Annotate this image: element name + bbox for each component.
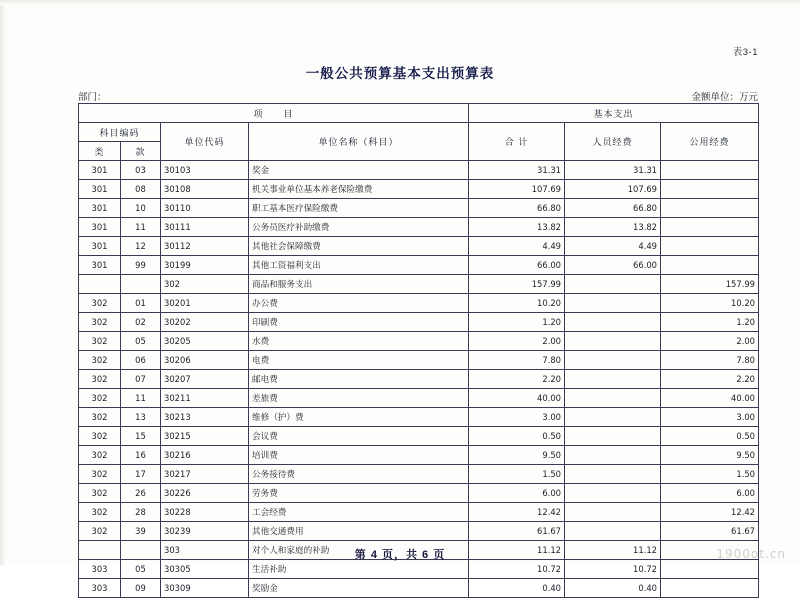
- cell-unit-name: 印刷费: [249, 313, 469, 332]
- cell-unit-code: 30199: [161, 256, 249, 275]
- cell-unit-code: 30110: [161, 199, 249, 218]
- cell-section: 16: [121, 446, 161, 465]
- table-row: [79, 351, 759, 370]
- header-unit-code: 单位代码: [161, 123, 249, 161]
- cell-unit-name: 机关事业单位基本养老保险缴费: [249, 180, 469, 199]
- cell-public: 2.20: [661, 370, 759, 389]
- cell-personnel: [565, 332, 661, 351]
- cell-personnel: [565, 446, 661, 465]
- cell-class: 301: [79, 218, 121, 237]
- cell-public: 2.00: [661, 332, 759, 351]
- table-row: [79, 218, 759, 237]
- cell-section: 11: [121, 218, 161, 237]
- cell-unit-name: 职工基本医疗保险缴费: [249, 199, 469, 218]
- header-total: 合 计: [469, 123, 565, 161]
- cell-total: 13.82: [469, 218, 565, 237]
- table-row: [79, 332, 759, 351]
- table-row: [79, 275, 759, 294]
- cell-total: 1.20: [469, 313, 565, 332]
- cell-unit-code: 30216: [161, 446, 249, 465]
- cell-section: 26: [121, 484, 161, 503]
- cell-total: 107.69: [469, 180, 565, 199]
- cell-total: 11.12: [469, 541, 565, 560]
- cell-unit-code: 30205: [161, 332, 249, 351]
- table-row: [79, 503, 759, 522]
- cell-class: 301: [79, 256, 121, 275]
- cell-section: 10: [121, 199, 161, 218]
- stamp-mark: [430, 552, 435, 564]
- cell-unit-code: 30111: [161, 218, 249, 237]
- cell-section: 03: [121, 161, 161, 180]
- cell-unit-name: 奖金: [249, 161, 469, 180]
- page-title: 一般公共预算基本支出预算表: [305, 66, 495, 81]
- sheet-code: 表3-1: [732, 47, 758, 58]
- table-row: [79, 294, 759, 313]
- cell-unit-name: 其他社会保障缴费: [249, 237, 469, 256]
- cell-public: [661, 579, 759, 598]
- cell-class: 302: [79, 389, 121, 408]
- cell-unit-code: 30226: [161, 484, 249, 503]
- cell-section: 06: [121, 351, 161, 370]
- cell-public: 40.00: [661, 389, 759, 408]
- table-row: [79, 389, 759, 408]
- cell-section: 05: [121, 332, 161, 351]
- cell-public: 9.50: [661, 446, 759, 465]
- cell-personnel: [565, 503, 661, 522]
- cell-personnel: [565, 351, 661, 370]
- cell-personnel: 31.31: [565, 161, 661, 180]
- cell-unit-code: 30309: [161, 579, 249, 598]
- table-row: [79, 560, 759, 579]
- cell-unit-name: 生活补助: [249, 560, 469, 579]
- cell-unit-name: 办公费: [249, 294, 469, 313]
- cell-total: 10.72: [469, 560, 565, 579]
- cell-personnel: 0.40: [565, 579, 661, 598]
- cell-public: 6.00: [661, 484, 759, 503]
- cell-personnel: [565, 370, 661, 389]
- table-row: [79, 370, 759, 389]
- cell-total: 0.40: [469, 579, 565, 598]
- header-expense-group: 基本支出: [469, 104, 759, 123]
- cell-total: 157.99: [469, 275, 565, 294]
- cell-unit-name: 电费: [249, 351, 469, 370]
- cell-personnel: [565, 522, 661, 541]
- cell-total: 10.20: [469, 294, 565, 313]
- cell-total: 61.67: [469, 522, 565, 541]
- cell-class: [79, 275, 121, 294]
- page-footer: 第 4 页，共 6 页: [354, 549, 446, 561]
- table-header-row-1: [79, 104, 759, 123]
- table-row: [79, 313, 759, 332]
- cell-total: 66.00: [469, 256, 565, 275]
- header-class: 类: [79, 142, 121, 161]
- cell-total: 7.80: [469, 351, 565, 370]
- cell-unit-code: 303: [161, 541, 249, 560]
- cell-unit-name: 培训费: [249, 446, 469, 465]
- cell-unit-code: 30201: [161, 294, 249, 313]
- cell-unit-code: 30305: [161, 560, 249, 579]
- cell-public: [661, 237, 759, 256]
- cell-section: 13: [121, 408, 161, 427]
- cell-class: 301: [79, 180, 121, 199]
- cell-public: [661, 560, 759, 579]
- cell-personnel: 10.72: [565, 560, 661, 579]
- cell-section: 11: [121, 389, 161, 408]
- cell-class: 302: [79, 484, 121, 503]
- cell-personnel: 66.00: [565, 256, 661, 275]
- table-body: [79, 161, 759, 598]
- table-row: [79, 522, 759, 541]
- table-row: [79, 465, 759, 484]
- table-row: [79, 180, 759, 199]
- cell-personnel: [565, 389, 661, 408]
- cell-class: 301: [79, 161, 121, 180]
- cell-total: 4.49: [469, 237, 565, 256]
- table-row: [79, 199, 759, 218]
- cell-personnel: [565, 313, 661, 332]
- cell-class: 302: [79, 351, 121, 370]
- cell-unit-name: 其他工资福利支出: [249, 256, 469, 275]
- cell-section: 39: [121, 522, 161, 541]
- cell-unit-name: 劳务费: [249, 484, 469, 503]
- cell-total: 31.31: [469, 161, 565, 180]
- cell-unit-code: 30239: [161, 522, 249, 541]
- cell-personnel: 4.49: [565, 237, 661, 256]
- header-item-group: 项 目: [79, 104, 469, 123]
- cell-class: 302: [79, 408, 121, 427]
- cell-unit-name: 商品和服务支出: [249, 275, 469, 294]
- cell-total: 0.50: [469, 427, 565, 446]
- cell-total: 9.50: [469, 446, 565, 465]
- cell-public: [661, 256, 759, 275]
- cell-total: 1.50: [469, 465, 565, 484]
- cell-public: 10.20: [661, 294, 759, 313]
- cell-section: 02: [121, 313, 161, 332]
- cell-total: 2.20: [469, 370, 565, 389]
- cell-unit-name: 其他交通费用: [249, 522, 469, 541]
- cell-class: 302: [79, 332, 121, 351]
- cell-unit-code: 30108: [161, 180, 249, 199]
- cell-class: 302: [79, 294, 121, 313]
- cell-unit-name: 奖励金: [249, 579, 469, 598]
- cell-total: 12.42: [469, 503, 565, 522]
- cell-personnel: [565, 294, 661, 313]
- cell-total: 66.80: [469, 199, 565, 218]
- cell-public: [661, 180, 759, 199]
- table-row: [79, 161, 759, 180]
- watermark: 1900ot.cn: [716, 547, 786, 561]
- cell-unit-name: 工会经费: [249, 503, 469, 522]
- scan-edge-top: [0, 0, 800, 5]
- cell-unit-code: 30213: [161, 408, 249, 427]
- cell-unit-name: 公务接待费: [249, 465, 469, 484]
- cell-class: 303: [79, 560, 121, 579]
- cell-total: 2.00: [469, 332, 565, 351]
- cell-public: 1.20: [661, 313, 759, 332]
- cell-personnel: 11.12: [565, 541, 661, 560]
- cell-personnel: 107.69: [565, 180, 661, 199]
- cell-public: 157.99: [661, 275, 759, 294]
- header-personnel: 人员经费: [565, 123, 661, 161]
- cell-class: 302: [79, 522, 121, 541]
- cell-section: 05: [121, 560, 161, 579]
- table-row: [79, 446, 759, 465]
- cell-public: [661, 218, 759, 237]
- cell-unit-code: 30211: [161, 389, 249, 408]
- cell-section: 07: [121, 370, 161, 389]
- header-public: 公用经费: [661, 123, 759, 161]
- cell-section: 28: [121, 503, 161, 522]
- table-row: [79, 427, 759, 446]
- cell-section: [121, 275, 161, 294]
- cell-public: 0.50: [661, 427, 759, 446]
- cell-class: 302: [79, 370, 121, 389]
- cell-unit-code: 30217: [161, 465, 249, 484]
- cell-class: 302: [79, 313, 121, 332]
- cell-public: 12.42: [661, 503, 759, 522]
- cell-class: 302: [79, 446, 121, 465]
- cell-unit-code: 30103: [161, 161, 249, 180]
- cell-personnel: [565, 408, 661, 427]
- cell-class: 301: [79, 237, 121, 256]
- cell-public: 7.80: [661, 351, 759, 370]
- cell-public: [661, 199, 759, 218]
- cell-unit-name: 公务员医疗补助缴费: [249, 218, 469, 237]
- cell-public: 3.00: [661, 408, 759, 427]
- cell-unit-code: 302: [161, 275, 249, 294]
- cell-total: 3.00: [469, 408, 565, 427]
- cell-unit-name: 水费: [249, 332, 469, 351]
- cell-class: 302: [79, 465, 121, 484]
- cell-section: 17: [121, 465, 161, 484]
- cell-unit-code: 30215: [161, 427, 249, 446]
- amount-unit-label: 金额单位：万元: [691, 92, 758, 103]
- cell-unit-name: 维修（护）费: [249, 408, 469, 427]
- cell-personnel: [565, 427, 661, 446]
- cell-unit-code: 30206: [161, 351, 249, 370]
- cell-section: 08: [121, 180, 161, 199]
- table-row: [79, 237, 759, 256]
- header-subject-code: 科目编码: [79, 123, 161, 142]
- cell-public: 61.67: [661, 522, 759, 541]
- cell-section: 12: [121, 237, 161, 256]
- header-unit-name: 单位名称（科目）: [249, 123, 469, 161]
- cell-class: 303: [79, 579, 121, 598]
- budget-table: [78, 103, 759, 598]
- cell-unit-code: 30207: [161, 370, 249, 389]
- table-row: [79, 579, 759, 598]
- cell-unit-code: 30202: [161, 313, 249, 332]
- cell-personnel: [565, 484, 661, 503]
- cell-public: [661, 161, 759, 180]
- scan-edge-left: [0, 0, 6, 565]
- department-label: 部门：: [78, 92, 107, 103]
- header-section: 款: [121, 142, 161, 161]
- table-row: [79, 484, 759, 503]
- cell-section: 09: [121, 579, 161, 598]
- table-row: [79, 408, 759, 427]
- table-header-row-2: [79, 123, 759, 142]
- cell-class: 302: [79, 503, 121, 522]
- cell-total: 6.00: [469, 484, 565, 503]
- cell-class: 302: [79, 427, 121, 446]
- cell-section: 15: [121, 427, 161, 446]
- cell-public: 1.50: [661, 465, 759, 484]
- cell-total: 40.00: [469, 389, 565, 408]
- cell-personnel: 13.82: [565, 218, 661, 237]
- cell-unit-name: 差旅费: [249, 389, 469, 408]
- cell-personnel: [565, 465, 661, 484]
- cell-personnel: [565, 275, 661, 294]
- cell-unit-name: 对个人和家庭的补助: [249, 541, 469, 560]
- cell-personnel: 66.80: [565, 199, 661, 218]
- cell-section: 99: [121, 256, 161, 275]
- cell-class: 301: [79, 199, 121, 218]
- cell-unit-name: 会议费: [249, 427, 469, 446]
- table-row: [79, 256, 759, 275]
- cell-unit-name: 邮电费: [249, 370, 469, 389]
- cell-unit-code: 30112: [161, 237, 249, 256]
- cell-section: 01: [121, 294, 161, 313]
- cell-unit-code: 30228: [161, 503, 249, 522]
